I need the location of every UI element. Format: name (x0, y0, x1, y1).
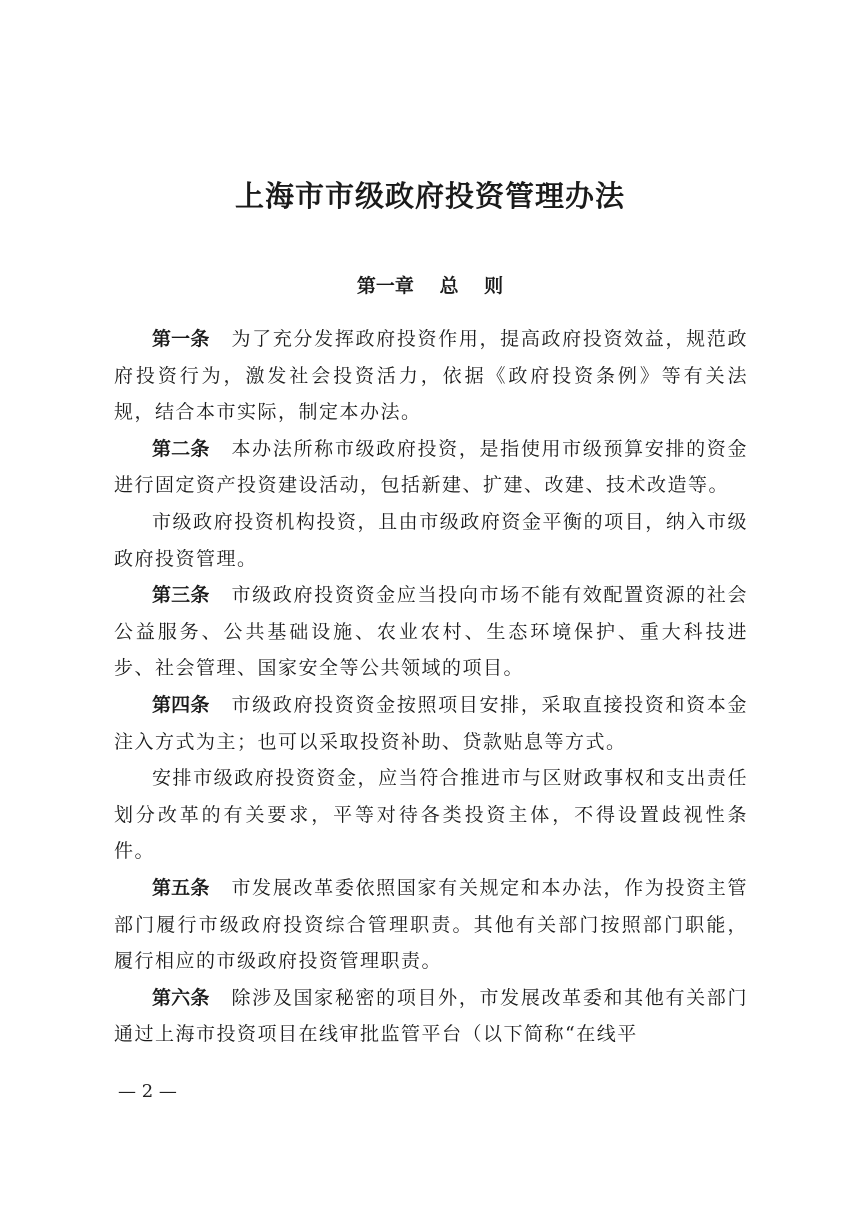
paragraph-article-6 (114, 980, 748, 1053)
chapter-heading: 第一章 总 则 (356, 275, 504, 297)
paragraph-text: 为了充分发挥政府投资作用，提高政府投资效益，规范政府投资行为，激发社会投资活力，依据《政府投资条例》等有关法规，结合本市实际，制定本办法。 (114, 328, 748, 424)
paragraph-article-1 (114, 321, 748, 431)
document-title: 上海市市级政府投资管理办法 (234, 179, 625, 213)
paragraph-article-2-clause (114, 504, 748, 577)
paragraph-text: 市级政府投资资金按照项目安排，采取直接投资和资本金注入方式为主；也可以采取投资补助、贷款贴息等方式。 (114, 693, 748, 753)
paragraph-article-4 (114, 687, 748, 760)
paragraph-text: 安排市级政府投资资金，应当符合推进市与区财政事权和支出责任划分改革的有关要求，平等对待各类投资主体，不得设置歧视性条件。 (114, 767, 748, 863)
document-body (114, 321, 748, 1053)
paragraph-text: 除涉及国家秘密的项目外，市发展改革委和其他有关部门通过上海市投资项目在线审批监管平台（以下简称“在线平 (114, 986, 748, 1046)
paragraph-article-2 (114, 431, 748, 504)
paragraph-text: 本办法所称市级政府投资，是指使用市级预算安排的资金进行固定资产投资建设活动，包括新建、扩建、改建、技术改造等。 (114, 437, 748, 497)
paragraph-article-5 (114, 870, 748, 980)
article-label: 第四条 (152, 693, 210, 716)
article-label: 第六条 (152, 986, 210, 1009)
article-label: 第五条 (152, 876, 210, 899)
article-label: 第二条 (152, 437, 210, 460)
paragraph-text: 市级政府投资资金应当投向市场不能有效配置资源的社会公益服务、公共基础设施、农业农村、生态环境保护、重大科技进步、社会管理、国家安全等公共领域的项目。 (114, 584, 748, 680)
paragraph-article-3 (114, 577, 748, 687)
paragraph-text: 市级政府投资机构投资，且由市级政府资金平衡的项目，纳入市级政府投资管理。 (114, 510, 748, 570)
article-label: 第三条 (152, 584, 210, 607)
paragraph-article-4-clause (114, 760, 748, 870)
article-label: 第一条 (152, 328, 210, 350)
paragraph-text: 市发展改革委依照国家有关规定和本办法，作为投资主管部门履行市级政府投资综合管理职责。其他有关部门按照部门职能，履行相应的市级政府投资管理职责。 (114, 876, 748, 973)
page-number: — 2 — (118, 1081, 177, 1102)
